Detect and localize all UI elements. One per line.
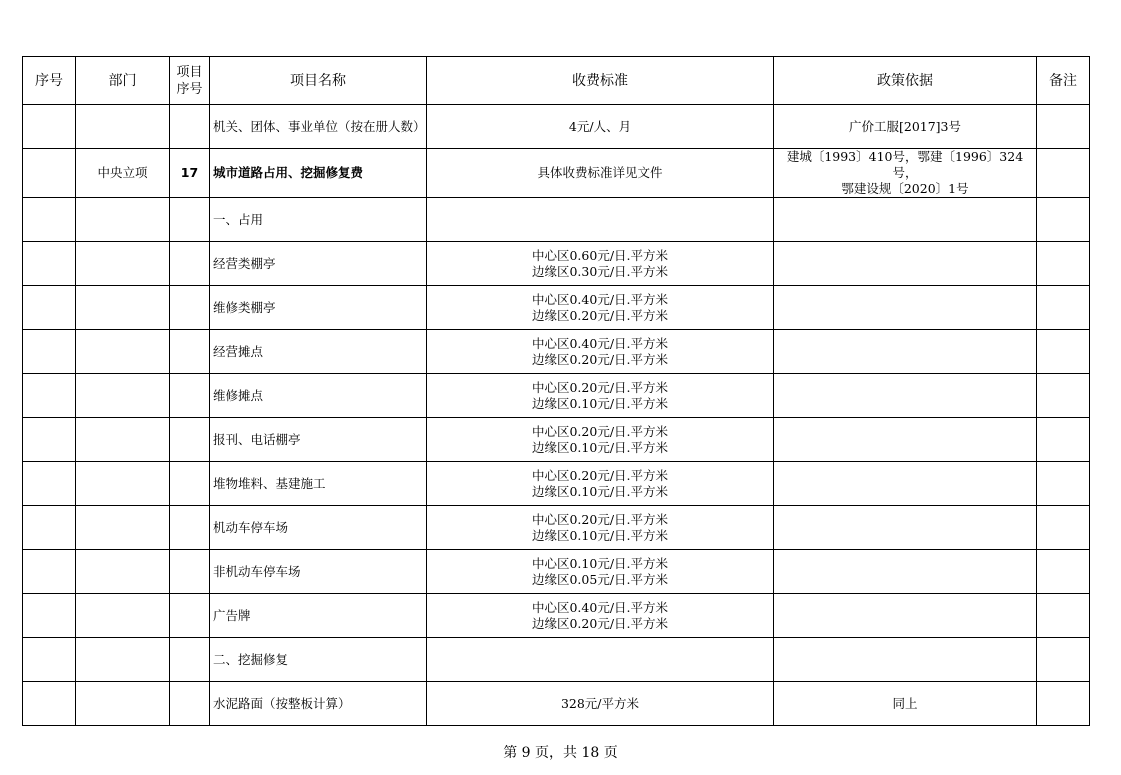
cell-item-no: [170, 550, 210, 594]
cell-dept: [76, 462, 170, 506]
cell-remark: [1037, 198, 1090, 242]
cell-remark: [1037, 418, 1090, 462]
table-row: [23, 105, 1090, 149]
cell-item-no: [170, 638, 210, 682]
cell-item-no: 17: [170, 149, 210, 198]
table-row: [23, 418, 1090, 462]
cell-basis-line1: 同上: [892, 695, 918, 711]
cell-dept: [76, 506, 170, 550]
header-item-seq: [170, 57, 210, 105]
cell-standard-line1: 具体收费标准详见文件: [537, 165, 663, 180]
cell-item-no: [170, 682, 210, 726]
table-row: [23, 682, 1090, 726]
cell-name: 经营类棚亭: [210, 242, 427, 286]
header-remark: 备注: [1037, 57, 1090, 105]
header-item-seq-line2: 序号: [176, 81, 203, 97]
cell-item-no: [170, 286, 210, 330]
cell-dept: [76, 418, 170, 462]
cell-item-no: [170, 506, 210, 550]
cell-dept: [76, 286, 170, 330]
cell-basis: [774, 198, 1037, 242]
cell-item-no: [170, 198, 210, 242]
cell-standard-line2: 边缘区0.20元/日.平方米: [531, 307, 669, 323]
cell-standard-line1: 中心区0.60元/日.平方米: [531, 247, 669, 263]
cell-remark: [1037, 330, 1090, 374]
cell-remark: [1037, 149, 1090, 198]
cell-basis: [774, 462, 1037, 506]
cell-seq: [23, 105, 76, 149]
cell-seq: [23, 462, 76, 506]
cell-name: 堆物堆料、基建施工: [210, 462, 427, 506]
cell-item-no: [170, 105, 210, 149]
cell-basis: [774, 638, 1037, 682]
page-footer: 第 9 页，共 18 页: [503, 745, 618, 761]
cell-seq: [23, 506, 76, 550]
cell-standard-line1: 中心区0.20元/日.平方米: [531, 511, 669, 527]
cell-dept: [76, 682, 170, 726]
cell-standard-line2: 边缘区0.10元/日.平方米: [531, 439, 669, 455]
cell-item-no: [170, 418, 210, 462]
cell-standard-line2: 边缘区0.30元/日.平方米: [531, 263, 669, 279]
cell-remark: [1037, 286, 1090, 330]
cell-standard: [427, 682, 774, 726]
cell-remark: [1037, 682, 1090, 726]
cell-dept: [76, 330, 170, 374]
cell-seq: [23, 418, 76, 462]
cell-dept: 中央立项: [76, 149, 170, 198]
cell-name: 二、挖掘修复: [210, 638, 427, 682]
cell-item-no: [170, 594, 210, 638]
cell-name: 维修摊点: [210, 374, 427, 418]
header-basis: 政策依据: [774, 57, 1037, 105]
cell-standard-line1: 中心区0.20元/日.平方米: [531, 467, 669, 483]
cell-dept: [76, 638, 170, 682]
table-body: [23, 105, 1090, 726]
fee-table: [22, 56, 1090, 726]
cell-basis: [774, 418, 1037, 462]
cell-seq: [23, 374, 76, 418]
cell-name: 广告牌: [210, 594, 427, 638]
cell-standard: [427, 105, 774, 149]
table-row: [23, 638, 1090, 682]
cell-standard-line1: 中心区0.40元/日.平方米: [531, 599, 669, 615]
cell-standard: [427, 198, 774, 242]
table-row: [23, 374, 1090, 418]
cell-standard-line2: 边缘区0.10元/日.平方米: [531, 395, 669, 411]
cell-remark: [1037, 594, 1090, 638]
table-row: [23, 242, 1090, 286]
cell-name: 报刊、电话棚亭: [210, 418, 427, 462]
cell-name: 一、占用: [210, 198, 427, 242]
cell-standard: [427, 242, 774, 286]
cell-basis: [774, 149, 1037, 198]
cell-standard: [427, 594, 774, 638]
cell-name: 水泥路面（按整板计算）: [210, 682, 427, 726]
cell-standard-line1: 中心区0.20元/日.平方米: [531, 423, 669, 439]
cell-item-no: [170, 242, 210, 286]
cell-standard: [427, 418, 774, 462]
cell-basis: [774, 506, 1037, 550]
table-row: [23, 286, 1090, 330]
cell-standard-line1: 中心区0.10元/日.平方米: [531, 555, 669, 571]
table-row: [23, 550, 1090, 594]
cell-standard: [427, 550, 774, 594]
header-standard: 收费标准: [427, 57, 774, 105]
cell-remark: [1037, 638, 1090, 682]
cell-standard: [427, 149, 774, 198]
cell-standard-line1: 中心区0.40元/日.平方米: [531, 335, 669, 351]
cell-standard-line2: 边缘区0.10元/日.平方米: [531, 527, 669, 543]
header-seq: 序号: [23, 57, 76, 105]
cell-standard-line2: 边缘区0.05元/日.平方米: [531, 571, 669, 587]
table-row: [23, 330, 1090, 374]
cell-standard-line2: 边缘区0.10元/日.平方米: [531, 483, 669, 499]
cell-remark: [1037, 242, 1090, 286]
cell-dept: [76, 242, 170, 286]
cell-seq: [23, 638, 76, 682]
cell-basis: [774, 594, 1037, 638]
cell-standard-line1: 中心区0.40元/日.平方米: [531, 291, 669, 307]
cell-item-no: [170, 330, 210, 374]
cell-standard: [427, 462, 774, 506]
header-item-seq-line1: 项目: [176, 64, 203, 80]
cell-remark: [1037, 550, 1090, 594]
cell-standard: [427, 506, 774, 550]
cell-seq: [23, 242, 76, 286]
cell-seq: [23, 550, 76, 594]
cell-name: 机关、团体、事业单位（按在册人数）: [210, 105, 427, 149]
cell-dept: [76, 374, 170, 418]
cell-item-no: [170, 374, 210, 418]
table-row: [23, 149, 1090, 198]
table-row: [23, 462, 1090, 506]
cell-remark: [1037, 462, 1090, 506]
cell-basis: [774, 330, 1037, 374]
header-row: [23, 57, 1090, 105]
cell-basis: [774, 286, 1037, 330]
cell-dept: [76, 105, 170, 149]
cell-standard-line1: 328元/平方米: [560, 695, 640, 711]
table-row: [23, 506, 1090, 550]
table-row: [23, 594, 1090, 638]
cell-standard: [427, 374, 774, 418]
cell-standard: [427, 286, 774, 330]
cell-standard-line2: 边缘区0.20元/日.平方米: [531, 351, 669, 367]
cell-remark: [1037, 506, 1090, 550]
cell-name: 经营摊点: [210, 330, 427, 374]
cell-dept: [76, 594, 170, 638]
cell-name: 维修类棚亭: [210, 286, 427, 330]
cell-seq: [23, 149, 76, 198]
cell-remark: [1037, 105, 1090, 149]
cell-item-no: [170, 462, 210, 506]
cell-seq: [23, 682, 76, 726]
cell-seq: [23, 286, 76, 330]
cell-dept: [76, 198, 170, 242]
cell-standard-line1: 中心区0.20元/日.平方米: [531, 379, 669, 395]
cell-standard-line2: 边缘区0.20元/日.平方米: [531, 615, 669, 631]
cell-basis: [774, 550, 1037, 594]
cell-seq: [23, 330, 76, 374]
cell-basis-line2: 鄂建设规〔2020〕1号: [841, 181, 969, 196]
cell-standard: [427, 638, 774, 682]
cell-name: 机动车停车场: [210, 506, 427, 550]
cell-seq: [23, 198, 76, 242]
cell-basis: [774, 242, 1037, 286]
header-dept: 部门: [76, 57, 170, 105]
cell-name: 城市道路占用、挖掘修复费: [210, 149, 427, 198]
cell-name: 非机动车停车场: [210, 550, 427, 594]
cell-basis: [774, 374, 1037, 418]
cell-basis-line1: 广价工服[2017]3号: [848, 118, 962, 134]
cell-basis-line1: 建城〔1993〕410号，鄂建〔1996〕324号，: [786, 149, 1024, 180]
cell-dept: [76, 550, 170, 594]
cell-basis: [774, 105, 1037, 149]
cell-standard-line1: 4元/人、月: [568, 118, 632, 134]
cell-standard: [427, 330, 774, 374]
cell-seq: [23, 594, 76, 638]
cell-basis: [774, 682, 1037, 726]
cell-remark: [1037, 374, 1090, 418]
table-row: [23, 198, 1090, 242]
header-name: 项目名称: [210, 57, 427, 105]
